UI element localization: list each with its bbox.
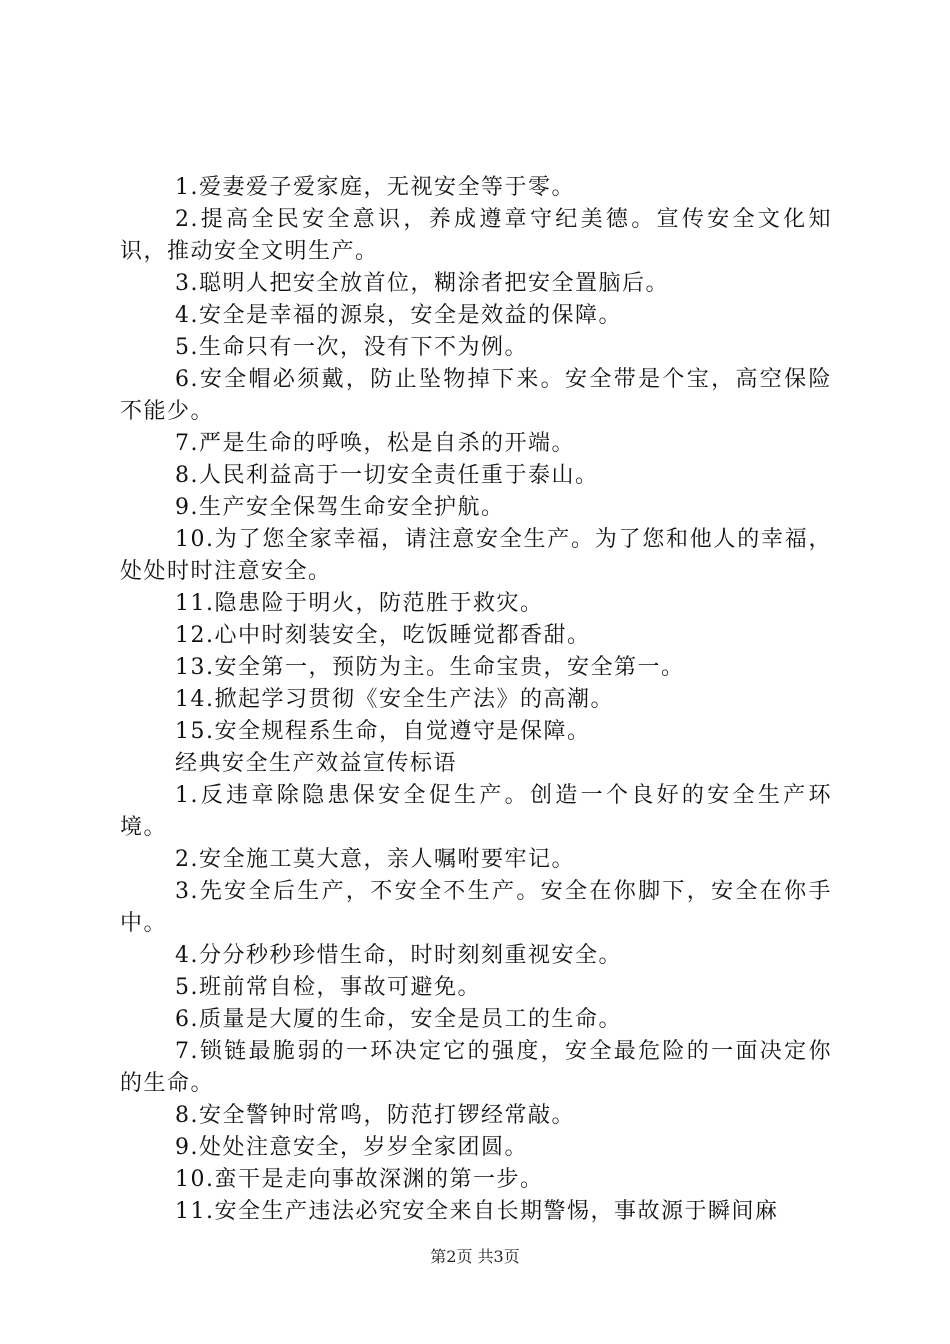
paragraph: 2.安全施工莫大意，亲人嘱咐要牢记。	[175, 847, 575, 872]
paragraph: 13.安全第一，预防为主。生命宝贵，安全第一。	[175, 655, 685, 680]
paragraph: 3.聪明人把安全放首位，糊涂者把安全置脑后。	[175, 271, 669, 296]
paragraph: 5.班前常自检，事故可避免。	[175, 975, 481, 1000]
paragraph: 4.安全是幸福的源泉，安全是效益的保障。	[175, 303, 622, 328]
paragraph: 3.先安全后生产，不安全不生产。安全在你脚下，安全在你手中。	[120, 879, 832, 936]
paragraph: 7.锁链最脆弱的一环决定它的强度，安全最危险的一面决定你的生命。	[120, 1039, 832, 1096]
paragraph: 1.反违章除隐患保安全促生产。创造一个良好的安全生产环境。	[120, 783, 832, 840]
document-body	[120, 172, 832, 1228]
paragraph: 5.生命只有一次，没有下不为例。	[175, 335, 528, 360]
paragraph: 1.爱妻爱子爱家庭，无视安全等于零。	[175, 175, 575, 200]
paragraph: 6.质量是大厦的生命，安全是员工的生命。	[175, 1007, 622, 1032]
paragraph: 6.安全帽必须戴，防止坠物掉下来。安全带是个宝，高空保险不能少。	[120, 367, 832, 424]
paragraph: 15.安全规程系生命，自觉遵守是保障。	[175, 719, 591, 744]
paragraph: 12.心中时刻装安全，吃饭睡觉都香甜。	[175, 623, 591, 648]
paragraph: 11.隐患险于明火，防范胜于救灾。	[175, 591, 544, 616]
paragraph: 4.分分秒秒珍惜生命，时时刻刻重视安全。	[175, 943, 622, 968]
paragraph: 10.为了您全家幸福，请注意安全生产。为了您和他人的幸福，处处时时注意安全。	[120, 527, 832, 584]
page-footer: 第2页 共3页	[430, 1247, 520, 1266]
section-heading: 经典安全生产效益宣传标语	[175, 751, 458, 776]
paragraph: 9.生产安全保驾生命安全护航。	[175, 495, 505, 520]
paragraph: 2.提高全民安全意识，养成遵章守纪美德。宣传安全文化知识，推动安全文明生产。	[120, 207, 832, 264]
paragraph: 8.安全警钟时常鸣，防范打锣经常敲。	[175, 1103, 575, 1128]
paragraph: 11.安全生产违法必究安全来自长期警惕，事故源于瞬间麻	[175, 1199, 779, 1224]
paragraph: 14.掀起学习贯彻《安全生产法》的高潮。	[175, 687, 614, 712]
paragraph: 9.处处注意安全，岁岁全家团圆。	[175, 1135, 528, 1160]
paragraph: 8.人民利益高于一切安全责任重于泰山。	[175, 463, 599, 488]
paragraph: 10.蛮干是走向事故深渊的第一步。	[175, 1167, 544, 1192]
paragraph: 7.严是生命的呼唤，松是自杀的开端。	[175, 431, 575, 456]
